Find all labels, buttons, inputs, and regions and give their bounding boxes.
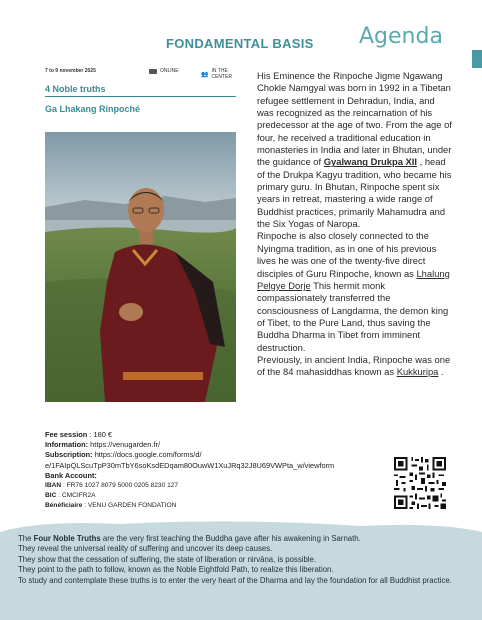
bic-label: BIC bbox=[45, 492, 57, 500]
bio-text: . bbox=[438, 366, 444, 378]
in-center-label: IN THE CENTER bbox=[211, 68, 233, 80]
fee-value: : 180 € bbox=[87, 430, 112, 439]
video-icon bbox=[149, 69, 157, 74]
in-center-tag bbox=[201, 68, 245, 80]
bio-paragraph-1 bbox=[257, 70, 453, 230]
subscription-label: Subscription: bbox=[45, 450, 93, 460]
summary-line-3: They show that the cessation of suffering, the state of liberation or nirvāṇa, is possible. bbox=[18, 554, 317, 564]
section-title: Agenda bbox=[359, 24, 443, 49]
bio-paragraph-3 bbox=[257, 354, 453, 379]
bio-text: His Eminence the Rinpoche Jigme Ngawang Chokle Namgyal was born in 1992 in a Tibetan refugee settlement in Dehradun, India, and was recognized as the reincarnation of his predecessor at the age of two. From the age of four, he received a traditional education in monasteries in India and later in Bhutan, under the guidance of bbox=[257, 70, 452, 168]
event-date: 7 to 9 november 2025 bbox=[45, 68, 96, 74]
bio-text: Rinpoche is also closely connected to the Nyingma tradition, as in one of his previous lives he was one of the twenty-five direct disciples of Guru Rinpoche, known as bbox=[257, 230, 437, 279]
fee-line bbox=[45, 430, 375, 440]
portrait-photo bbox=[45, 132, 236, 402]
qr-code-icon[interactable] bbox=[392, 455, 448, 511]
biography-text bbox=[257, 70, 453, 379]
bank-label: Bank Account: bbox=[45, 470, 97, 480]
summary-text: The bbox=[18, 534, 34, 543]
info-label: Information: bbox=[45, 440, 89, 450]
online-tag bbox=[149, 68, 179, 74]
bic-value: : CMCIFR2A bbox=[56, 492, 96, 500]
people-icon: 👥 bbox=[201, 71, 209, 78]
bio-text: This hermit monk compassionately transferred the consciousness of Langdarma, the demon king of Tibet, to the Pure Land, thus saving the Buddha Dharma in Tibet from imminent destruction. bbox=[257, 279, 449, 353]
gyalwang-drukpa-link[interactable]: Gyalwang Drukpa XII bbox=[323, 156, 417, 168]
summary-line-2: They reveal the universal reality of suffering and uncover its deep causes. bbox=[18, 544, 273, 554]
bic-line bbox=[45, 491, 375, 501]
summary-highlight: Four Noble Truths bbox=[33, 534, 101, 543]
beneficiary-value: : VENU GARDEN FONDATION bbox=[82, 502, 177, 510]
bank-line bbox=[45, 471, 375, 481]
info-line bbox=[45, 440, 375, 450]
four-noble-truths-summary bbox=[18, 534, 458, 586]
iban-line bbox=[45, 481, 375, 491]
summary-line-4: They point to the path to follow, known as the Noble Eightfold Path, to realize this liberation. bbox=[18, 565, 334, 575]
fee-label: Fee session bbox=[45, 430, 88, 439]
title-divider bbox=[45, 96, 236, 97]
bio-text: , head of the Drukpa Kagyu tradition, who became his primary guru. In Bhutan, Rinpoche spent six years in retreat, mastering a wide range of Buddhist practices, primarily Mahamudra and the Six Yogas of Naropa. bbox=[257, 156, 452, 230]
beneficiary-label: Bénéficiaire bbox=[45, 502, 83, 510]
info-link[interactable]: https://venugarden.fr/ bbox=[88, 440, 161, 450]
event-title: 4 Noble truths bbox=[45, 84, 106, 94]
subscription-line-2 bbox=[45, 461, 375, 471]
summary-text: are the very first teaching the Buddha gave after his awakening in Sarnath. bbox=[100, 534, 361, 543]
subscription-line bbox=[45, 450, 375, 460]
beneficiary-line bbox=[45, 501, 375, 511]
lhalung-pelgye-dorje-link[interactable]: Lhalung Pelgye Dorje bbox=[257, 267, 450, 291]
page-title: FONDAMENTAL BASIS bbox=[166, 36, 314, 51]
summary-line-1 bbox=[18, 534, 458, 544]
summary-line-5: To study and contemplate these truths is to enter the very heart of the Dharma and lay the foundation for all Buddhist practice. bbox=[18, 575, 452, 585]
teacher-name: Ga Lhakang Rinpoché bbox=[45, 104, 141, 114]
online-label: ONLINE bbox=[160, 68, 179, 74]
subscription-link[interactable]: https://docs.google.com/forms/d/ bbox=[92, 450, 202, 460]
subscription-link-2[interactable]: e/1FAIpQLScuTpP30mTbY6soKsdEDqam80OuwW1XuJRq32J8U69VWPta_w/viewform bbox=[45, 460, 335, 470]
portrait-illustration bbox=[45, 132, 236, 402]
iban-value: : FR76 1027 8079 5000 0205 8230 127 bbox=[61, 482, 179, 490]
bio-text: Previously, in ancient India, Rinpoche was one of the 84 mahasiddhas known as bbox=[257, 353, 451, 378]
iban-label: IBAN bbox=[45, 482, 62, 490]
kukkuripa-link[interactable]: Kukkuripa bbox=[396, 366, 439, 378]
bio-paragraph-2 bbox=[257, 230, 453, 353]
side-tab-marker bbox=[472, 50, 482, 68]
fees-block bbox=[45, 430, 375, 512]
